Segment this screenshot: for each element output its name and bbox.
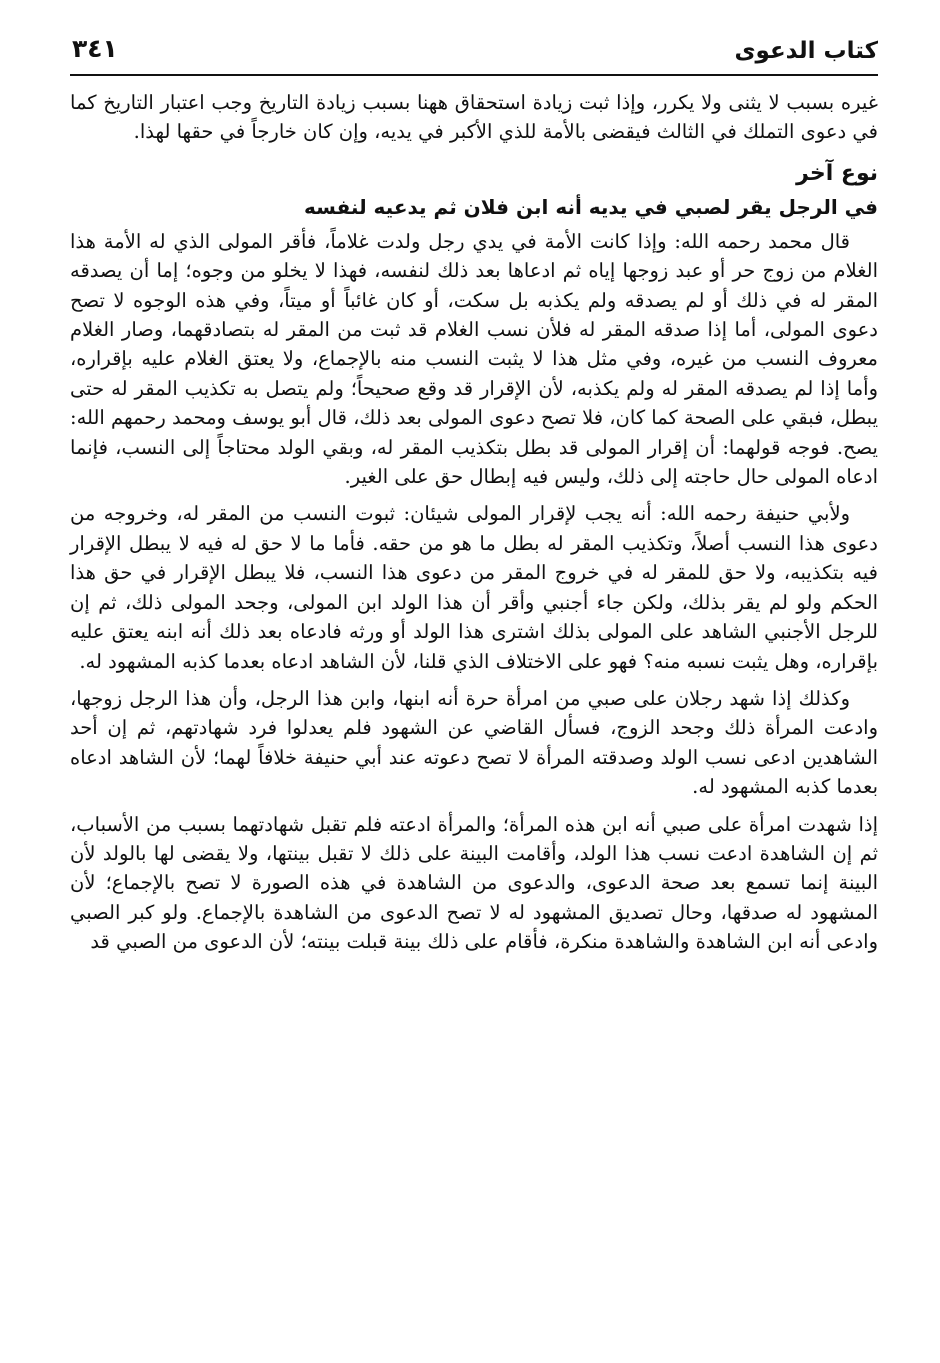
book-page bbox=[70, 30, 878, 1343]
paragraph: ولأبي حنيفة رحمه الله: أنه يجب لإقرار المولى شيئان: ثبوت النسب من المقر له، وخروجه من دعوى هذا النسب أصلاً، وتكذيب المقر له بطل ما هو من حقه. فأما ما لا حق له فيه لا يبطل الإقرار فيه بتكذيبه، ولا حق للمقر له في خروج المقر من دعوى هذا النسب، فلا يبطل الإقرار في حق هذا الحكم ولو لم يقر بذلك، ولكن جاء أجنبي وأقر أن هذا الولد ابن المولى، وجحد المولى ذلك، ثم إن للرجل الأجنبي الشاهد على المولى بذلك اشترى هذا الولد أو ورثه فادعاه بعد ذلك أنه ابنه يعتق عليه بإقراره، وهل يثبت نسبه منه؟ فهو على الاختلاف الذي قلنا، لأن الشاهد ادعاه بعدما كذبه المشهود له. bbox=[70, 502, 879, 673]
section-subheading: في الرجل يقر لصبي في يديه أنه ابن فلان ثم يدعيه لنفسه bbox=[304, 194, 878, 219]
page-body bbox=[70, 88, 878, 957]
paragraph: إذا شهدت امرأة على صبي أنه ابن هذه المرأة؛ والمرأة ادعته فلم تقبل شهادتهما بسبب من الأسباب، ثم إن الشاهدة ادعت نسب هذا الولد، وأقامت البينة على ذلك لا تقبل بينتها، ولا يقضى لها بالولد لأن البينة إنما تسمع بعد صحة الدعوى، والدعوى من الشاهدة في هذه الصورة لا تصح بالإجماع؛ لأن المشهود له صدقها، وحال تصديق المشهود له لا تصح الدعوى من الشاهدة بالإجماع. ولو كبر الصبي وادعى أنه ابن الشاهدة والشاهدة منكرة، فأقام على ذلك بينة قبلت بينته؛ لأن الدعوى من الصبي قد bbox=[70, 812, 878, 954]
paragraph-continuation: غيره بسبب لا يثنى ولا يكرر، وإذا ثبت زيادة استحقاق ههنا بسبب زيادة التاريخ وجب اعتبار التاريخ كما في دعوى التملك في الثالث فيقضى بالأمة للذي الأكبر في يديه، وإن كان خارجاً في حقها لهذا. bbox=[70, 91, 878, 144]
paragraph: قال محمد رحمه الله: وإذا كانت الأمة في يدي رجل ولدت غلاماً، فأقر المولى الذي له الأمة هذا الغلام من زوج حر أو عبد زوجها إياه ثم ادعاها بعد ذلك لنفسه، فهذا لا يخلو من وجوه؛ إما أن يصدقه المقر له في ذلك أو لم يصدقه ولم يكذبه بل سكت، أو كان غائباً أو ميتاً، وفي هذه الوجوه لا تصح دعوى المولى، أما إذا صدقه المقر له فلأن نسب الغلام قد ثبت من المقر له بتصادقهما، وصار الغلام معروف النسب من غيره، وفي مثل هذا لا يثبت النسب منه بالإجماع، ولا يعتق الغلام عليه بإقراره، وأما إذا لم يصدقه المقر له ولم يكذبه، لأن الإقرار قد وقع صحيحاً؛ ولم يتصل به تكذيب المقر له حتى يبطل، فبقي على الصحة كما كان، فلا تصح دعوى المولى بعد ذلك، قال أبو يوسف ومحمد رحمهم الله: يصح. فوجه قولهما: أن إقرار المولى قد بطل بتكذيب المقر له، وبقي الولد محتاجاً إلى النسب، فإنما ادعاه المولى حال حاجته إلى ذلك، وليس فيه إبطال حق على الغير. bbox=[70, 229, 878, 489]
section-heading: نوع آخر bbox=[796, 160, 878, 186]
page-number: ٣٤١ bbox=[72, 34, 118, 63]
running-header bbox=[70, 30, 878, 76]
book-title: كتاب الدعوى bbox=[734, 38, 878, 64]
paragraph: وكذلك إذا شهد رجلان على صبي من امرأة حرة أنه ابنها، وابن هذا الرجل، وأن هذا الرجل زوجها، وادعت المرأة ذلك وجحد الزوج، فسأل القاضي عن الشهود فلم يعدلوا فرد شهادتهم، ثم إن أحد الشاهدين ادعى نسب الولد وصدقته المرأة لا تصح دعوته عند أبي حنيفة خلافاً لهما؛ لأن الشاهد ادعاه بعدما كذبه المشهود له. bbox=[70, 686, 878, 799]
